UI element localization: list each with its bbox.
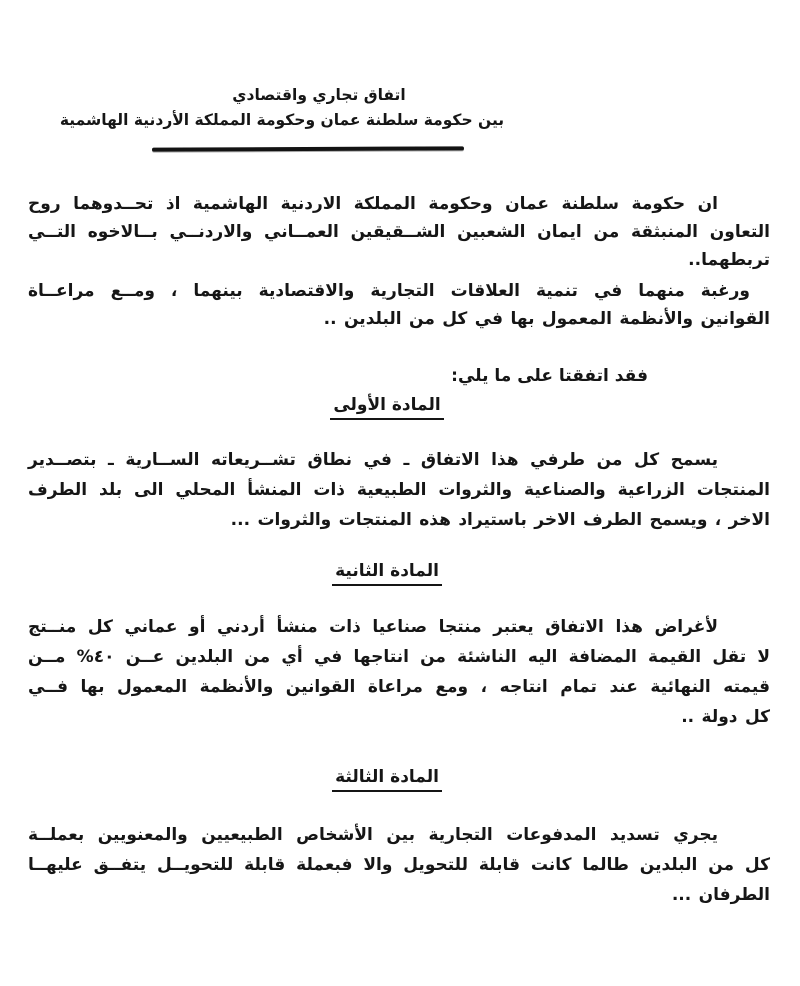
article-1-heading-wrap	[16, 395, 758, 420]
article-1-body	[28, 445, 770, 535]
article-2-body	[28, 612, 770, 732]
text-line: الطرفان ...	[671, 885, 770, 905]
article-3-heading-wrap	[16, 767, 758, 792]
text-line: التعاون المنبثقة من ايمان الشعبين الشــقيقين العمــاني والاردنــي بــالاخوه التــي	[28, 222, 770, 242]
text-line: تربطهما..	[688, 250, 770, 270]
article-2-heading: المادة الثانية	[332, 561, 442, 586]
article-3-body	[28, 820, 770, 910]
preamble-paragraph-1	[28, 190, 770, 274]
text-line: كل من البلدين طالما كانت قابلة للتحويل والا فبعملة قابلة للتحويــل يتفــق عليهــا	[28, 855, 770, 875]
text-line: يجري تسديد المدفوعات التجارية بين الأشخاص الطبيعيين والمعنويين بعملــة	[28, 825, 718, 845]
text-line: ورغبة منهما في تنمية العلاقات التجارية والاقتصادية بينهما ، ومــع مراعــاة	[28, 281, 750, 301]
text-line: ان حكومة سلطنة عمان وحكومة المملكة الاردنية الهاشمية اذ تحــدوهما روح	[28, 194, 718, 214]
text-line: الاخر ، ويسمح الطرف الاخر باستيراد هذه المنتجات والثروات ...	[230, 510, 770, 530]
text-line: المنتجات الزراعية والصناعية والثروات الطبيعية ذات المنشأ المحلي الى بلد الطرف	[28, 480, 770, 500]
text-line: لا تقل القيمة المضافة اليه الناشئة من انتاجها في أي من البلدين عــن ٤٠% مــن	[28, 647, 770, 667]
article-3-heading: المادة الثالثة	[332, 767, 442, 792]
agreement-clause-line: فقد اتفقتا على ما يلي:	[451, 366, 648, 386]
article-2-heading-wrap	[16, 561, 758, 586]
document-title: اتفاق تجاري واقتصادي	[232, 86, 406, 104]
text-line: القوانين والأنظمة المعمول بها في كل من البلدين ..	[323, 309, 770, 329]
text-line: يسمح كل من طرفي هذا الاتفاق ـ في نطاق تشــريعاته الســارية ـ بتصــدير	[28, 450, 718, 470]
text-line: قيمته النهائية عند تمام انتاجه ، ومع مراعاة القوانين والأنظمة المعمول بها فــي	[28, 677, 770, 697]
text-line: كل دولة ..	[681, 707, 770, 727]
preamble-paragraph-2	[28, 277, 770, 333]
document-subtitle: بين حكومة سلطنة عمان وحكومة المملكة الأردنية الهاشمية	[59, 111, 505, 129]
article-1-heading: المادة الأولى	[330, 395, 443, 420]
text-line: لأغراض هذا الاتفاق يعتبر منتجا صناعيا ذات منشأ أردني أو عماني كل منــتج	[28, 617, 718, 637]
